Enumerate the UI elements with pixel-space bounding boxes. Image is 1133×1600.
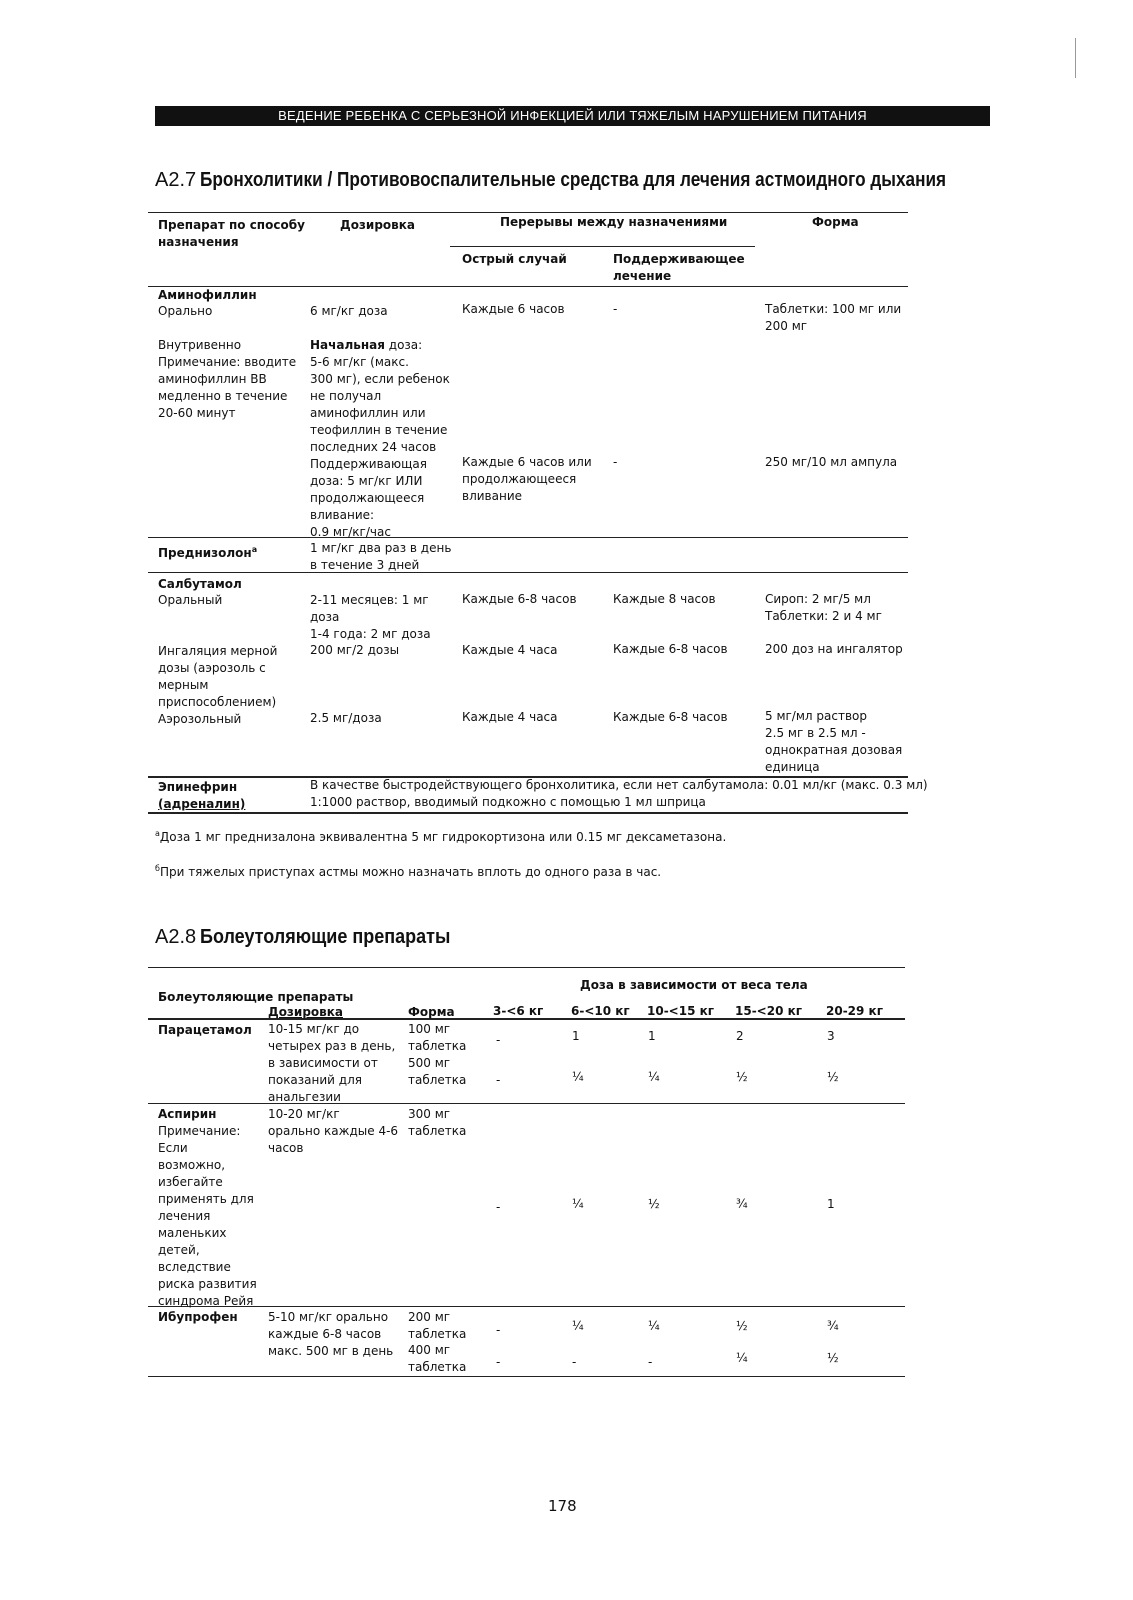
header-w2: 6-<10 кг: [571, 1004, 630, 1018]
drug-epinephrine: Эпинефрин (адреналин): [158, 780, 246, 811]
value: ¼: [572, 1319, 584, 1333]
header-w5: 20-29 кг: [826, 1004, 883, 1018]
form-paracetamol-500: 500 мг таблетка: [408, 1056, 467, 1087]
maint-oral: -: [613, 302, 618, 316]
header-bottom-rule: [148, 286, 908, 287]
acute-iv: Каждые 6 часов или продолжающееся вливание: [462, 455, 592, 503]
dose-salbutamol-oral: 2-11 месяцев: 1 мг доза 1-4 года: 2 мг доза: [310, 593, 431, 641]
row-rule: [148, 1103, 905, 1104]
header-weight: Доза в зависимости от веса тела: [580, 978, 808, 992]
table-bottom-rule: [148, 1376, 905, 1377]
value: ½: [827, 1070, 839, 1084]
section-number: A2.7: [155, 169, 197, 191]
drug-salbutamol: Салбутамол: [158, 577, 242, 591]
header-dose: Дозировка: [340, 218, 415, 232]
route-salbutamol-inhaler: Ингаляция мерной дозы (аэрозоль с мерным приспособлением): [158, 644, 278, 709]
route-salbutamol-aerosol: Аэрозольный: [158, 712, 242, 726]
header-drugs: Болеутоляющие препараты: [158, 990, 354, 1004]
value: -: [496, 1355, 501, 1369]
value: -: [648, 1355, 653, 1369]
value: 1: [648, 1029, 656, 1043]
form-ibuprofen-200: 200 мг таблетка: [408, 1310, 467, 1341]
value: ¼: [572, 1197, 584, 1211]
dose-oral: 6 мг/кг доза: [310, 304, 388, 318]
section-heading: Болеутоляющие препараты: [200, 926, 451, 948]
form-oral: Таблетки: 100 мг или 200 мг: [765, 302, 902, 333]
value: ¾: [827, 1319, 839, 1333]
header-form: Форма: [408, 1005, 455, 1019]
header-maintenance: Поддерживающее лечение: [613, 252, 745, 283]
table-bottom-rule: [148, 812, 908, 814]
route-salbutamol-oral: Оральный: [158, 593, 223, 607]
dose-iv: Начальная доза: 5-6 мг/кг (макс. 300 мг), если ребенок не получал аминофиллин или теофиллин в течение последних 24 часов Поддерживающая доза: 5 мг/кг ИЛИ продолжающееся вливание: 0.9 мг/кг/час: [310, 338, 450, 539]
value: ¼: [648, 1070, 660, 1084]
scan-mark: [1075, 38, 1076, 78]
header-dose: Дозировка: [268, 1005, 343, 1019]
acute-salbutamol-oral: Каждые 6-8 часов: [462, 592, 577, 606]
drug-prednisolone: Преднизолон$^а$: [158, 545, 258, 560]
value: 3: [827, 1029, 835, 1043]
value: ½: [648, 1197, 660, 1211]
form-salbutamol-aerosol: 5 мг/мл раствор 2.5 мг в 2.5 мл - однократная дозовая единица: [765, 709, 903, 774]
header-drug: Препарат по способу назначения: [158, 218, 305, 249]
section-number: A2.8: [155, 926, 197, 948]
section-title-a27: [155, 168, 1068, 192]
value: ¼: [572, 1070, 584, 1084]
footnote-a: $^а$Доза 1 мг преднизалона эквивалентна 5 мг гидрокортизона или 0.15 мг дексаметазона.: [155, 829, 727, 844]
drug-aminophylline: Аминофиллин: [158, 288, 257, 302]
header-form: Форма: [812, 215, 859, 229]
row-rule: [148, 537, 908, 538]
value: 1: [572, 1029, 580, 1043]
value: -: [496, 1323, 501, 1337]
section-heading: Бронхолитики / Противовоспалительные средства для лечения астмоидного дыхания: [200, 169, 947, 191]
acute-salbutamol-inhaler: Каждые 4 часа: [462, 643, 558, 657]
dose-prednisolone: 1 мг/кг два раз в день в течение 3 дней: [310, 541, 452, 572]
value: -: [496, 1200, 501, 1214]
dose-paracetamol: 10-15 мг/кг до четырех раз в день, в зависимости от показаний для анальгезии: [268, 1022, 396, 1104]
value: ½: [736, 1070, 748, 1084]
table-top-rule: [148, 967, 905, 968]
dose-salbutamol-aerosol: 2.5 мг/доза: [310, 711, 382, 725]
value: ¼: [736, 1351, 748, 1365]
header-w1: 3-<6 кг: [493, 1004, 544, 1018]
dose-aspirin: 10-20 мг/кг орально каждые 4-6 часов: [268, 1107, 399, 1155]
maint-salbutamol-aerosol: Каждые 6-8 часов: [613, 710, 728, 724]
page-banner: ВЕДЕНИЕ РЕБЕНКА С СЕРЬЕЗНОЙ ИНФЕКЦИЕЙ ИЛИ ТЯЖЕЛЫМ НАРУШЕНИЕМ ПИТАНИЯ: [155, 106, 990, 126]
form-aspirin: 300 мг таблетка: [408, 1107, 467, 1138]
page-number: 178: [548, 1497, 577, 1515]
value: 1: [827, 1197, 835, 1211]
value: 2: [736, 1029, 744, 1043]
acute-oral: Каждые 6 часов: [462, 302, 565, 316]
value: ½: [827, 1351, 839, 1365]
maint-iv: -: [613, 455, 618, 469]
drug-ibuprofen: Ибупрофен: [158, 1310, 238, 1324]
form-ibuprofen-400: 400 мг таблетка: [408, 1343, 467, 1374]
maint-salbutamol-oral: Каждые 8 часов: [613, 592, 716, 606]
dose-salbutamol-inhaler: 200 мг/2 дозы: [310, 643, 400, 657]
footnote-b: $^б$При тяжелых приступах астмы можно назначать вплоть до одного раза в час.: [155, 864, 662, 879]
drug-aspirin: Аспирин Примечание: Если возможно, избегайте применять для лечения маленьких детей, вследствие риска развития синдрома Рейя: [158, 1107, 257, 1308]
form-salbutamol-oral: Сироп: 2 мг/5 мл Таблетки: 2 и 4 мг: [765, 592, 882, 623]
value: -: [496, 1033, 501, 1047]
value: -: [572, 1355, 577, 1369]
section-title-a28: [155, 925, 478, 949]
table-top-rule: [148, 212, 908, 213]
maint-salbutamol-inhaler: Каждые 6-8 часов: [613, 642, 728, 656]
value: ¼: [648, 1319, 660, 1333]
header-w4: 15-<20 кг: [735, 1004, 803, 1018]
header-acute: Острый случай: [462, 252, 567, 266]
dose-ibuprofen: 5-10 мг/кг орально каждые 6-8 часов макс. 500 мг в день: [268, 1310, 394, 1358]
drug-paracetamol: Парацетамол: [158, 1023, 252, 1037]
value: ½: [736, 1319, 748, 1333]
route-oral: Орально: [158, 304, 213, 318]
value: -: [496, 1073, 501, 1087]
acute-salbutamol-aerosol: Каждые 4 часа: [462, 710, 558, 724]
form-salbutamol-inhaler: 200 доз на ингалятор: [765, 642, 903, 656]
form-iv: 250 мг/10 мл ампула: [765, 455, 898, 469]
header-intervals: Перерывы между назначениями: [500, 215, 728, 229]
row-rule: [148, 572, 908, 573]
form-paracetamol-100: 100 мг таблетка: [408, 1022, 467, 1053]
row-rule: [148, 1306, 905, 1307]
route-iv: Внутривенно Примечание: вводите аминофиллин ВВ медленно в течение 20-60 минут: [158, 338, 297, 420]
epinephrine-text: В качестве быстродействующего бронхолитика, если нет салбутамола: 0.01 мл/кг (макс. 0.3 мл) 1:1000 раствор, вводимый подкожно с помощью 1 мл шприца: [310, 778, 928, 809]
intervals-subrule: [450, 246, 755, 247]
header-w3: 10-<15 кг: [647, 1004, 715, 1018]
value: ¾: [736, 1197, 748, 1211]
